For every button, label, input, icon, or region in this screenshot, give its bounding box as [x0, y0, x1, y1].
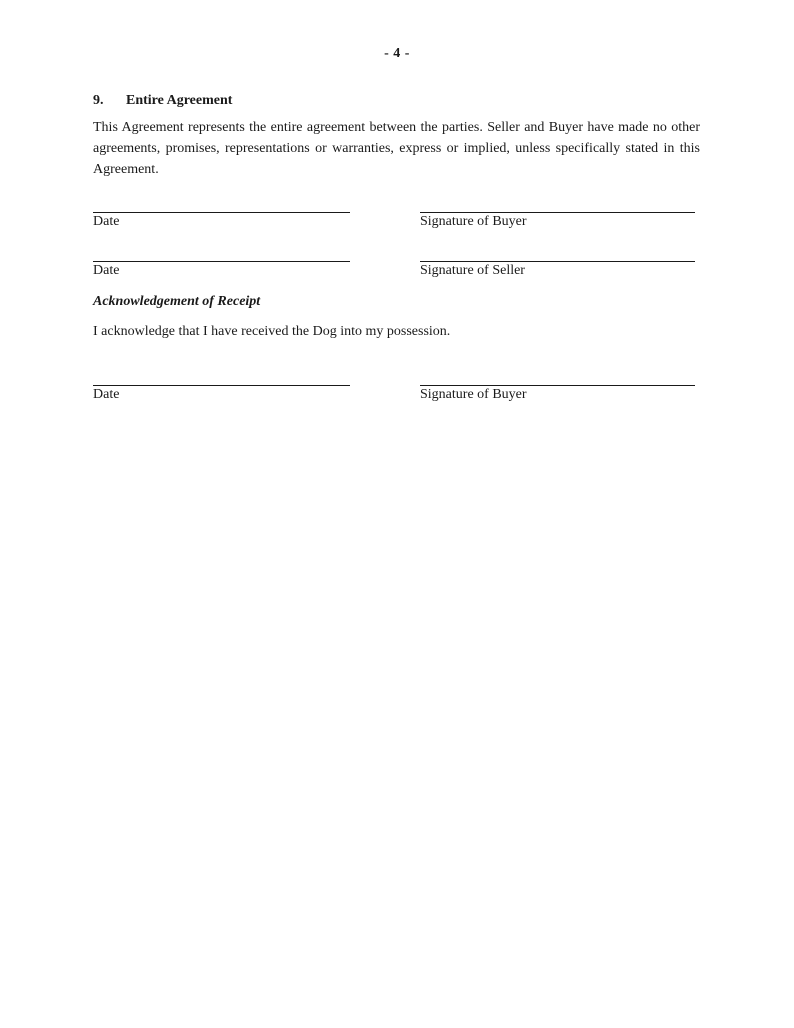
buyer-signature-line-2	[420, 385, 695, 386]
date-label-1: Date	[93, 214, 120, 229]
date-signature-line-3	[93, 385, 350, 386]
date-signature-line-1	[93, 212, 350, 213]
section-title: Entire Agreement	[126, 93, 233, 108]
date-label-2: Date	[93, 263, 120, 278]
buyer-signature-line-1	[420, 212, 695, 213]
seller-signature-label: Signature of Seller	[420, 263, 525, 278]
date-label-3: Date	[93, 387, 120, 402]
acknowledgement-text: I acknowledge that I have received the Dog into my possession.	[93, 324, 451, 339]
section-number: 9.	[93, 93, 104, 108]
date-signature-line-2	[93, 261, 350, 262]
seller-signature-line	[420, 261, 695, 262]
entire-agreement-paragraph: This Agreement represents the entire agreement between the parties. Seller and Buyer have made no other agreements, promises, representations or warranties, express or implied, unless specifically stated in this Agreement.	[93, 120, 700, 177]
buyer-signature-label-1: Signature of Buyer	[420, 214, 527, 229]
acknowledgement-heading: Acknowledgement of Receipt	[93, 294, 261, 309]
section-heading	[93, 93, 232, 109]
buyer-signature-label-2: Signature of Buyer	[420, 387, 527, 402]
page-number: - 4 -	[384, 46, 410, 61]
